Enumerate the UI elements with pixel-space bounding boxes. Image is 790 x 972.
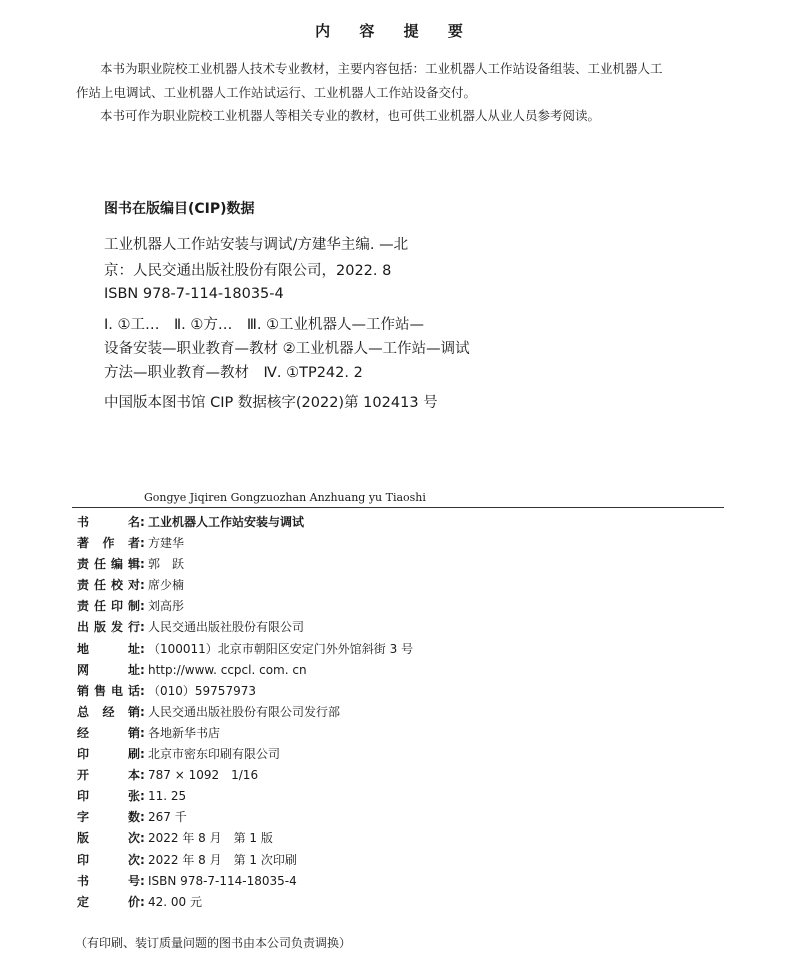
- colophon-row: 责任印制 : 刘高彤: [77, 596, 717, 617]
- colophon-value: 各地新华书店: [148, 725, 221, 740]
- colophon-value: 11. 25: [148, 789, 187, 804]
- colophon-row: 开本 : 787 × 1092 1/16: [77, 765, 717, 786]
- cip-line-2: 京：人民交通出版社股份有限公司，2022. 8: [104, 263, 392, 279]
- summary-paragraph-1-line-2: 作站上电调试、工业机器人工作站试运行、工业机器人工作站设备交付。: [76, 85, 477, 100]
- colophon-value: 42. 00 元: [148, 894, 202, 909]
- colophon-row: 责任编辑 : 郭 跃: [77, 554, 717, 575]
- colophon-row: 著作者 : 方建华: [77, 533, 717, 554]
- summary-paragraph-2: 本书可作为职业院校工业机器人等相关专业的教材，也可供工业机器人从业人员参考阅读。: [100, 108, 601, 123]
- summary-title: 内 容 提 要: [315, 22, 475, 40]
- colophon-value: （100011）北京市朝阳区安定门外外馆斜街 3 号: [148, 641, 414, 656]
- colophon-row: 印张 : 11. 25: [77, 786, 717, 807]
- colophon-label: 出版发行: [77, 620, 140, 635]
- cip-line-5: 设备安装—职业教育—教材 ②工业机器人—工作站—调试: [104, 341, 470, 357]
- colophon-row: 地址 : （100011）北京市朝阳区安定门外外馆斜街 3 号: [77, 639, 717, 660]
- colophon-label: 开本: [77, 768, 140, 783]
- colophon-label: 总经销: [77, 704, 140, 719]
- colophon-label: 书名: [77, 515, 140, 529]
- colophon-label: 书号: [77, 873, 140, 888]
- colophon-row: 印刷 : 北京市密东印刷有限公司: [77, 744, 717, 765]
- colophon-row: 总经销 : 人民交通出版社股份有限公司发行部: [77, 702, 717, 723]
- colophon-label: 责任编辑: [77, 557, 140, 572]
- colophon-row: 字数 : 267 千: [77, 807, 717, 828]
- colophon-value: ISBN 978-7-114-18035-4: [148, 873, 297, 888]
- colophon-value: （010）59757973: [148, 683, 256, 698]
- colophon-label: 责任印制: [77, 599, 140, 614]
- colophon-label: 销售电话: [77, 683, 140, 698]
- colophon-label: 地址: [77, 641, 140, 656]
- cip-line-1: 工业机器人工作站安装与调试/方建华主编. —北: [104, 237, 409, 253]
- colophon-value: 工业机器人工作站安装与调试: [148, 515, 305, 529]
- colophon-row: 网址 : http://www. ccpcl. com. cn: [77, 660, 717, 681]
- pinyin-title: Gongye Jiqiren Gongzuozhan Anzhuang yu Tiaoshi: [144, 491, 426, 504]
- cip-line-3: ISBN 978-7-114-18035-4: [104, 286, 284, 302]
- colophon-label: 版次: [77, 831, 140, 846]
- colophon-value: 北京市密东印刷有限公司: [148, 747, 281, 762]
- website-link[interactable]: http://www. ccpcl. com. cn: [148, 662, 307, 677]
- colophon-label: 字数: [77, 810, 140, 825]
- colophon-row: 定价 : 42. 00 元: [77, 892, 717, 913]
- colophon-row: 书号 : ISBN 978-7-114-18035-4: [77, 871, 717, 892]
- colophon-label: 著作者: [77, 536, 140, 551]
- colophon-value: 人民交通出版社股份有限公司: [148, 620, 305, 635]
- summary-paragraph-1-line-1: 本书为职业院校工业机器人技术专业教材，主要内容包括：工业机器人工作站设备组装、工业机器人工: [100, 61, 663, 76]
- colophon-value: 刘高彤: [148, 599, 185, 614]
- cip-heading: 图书在版编目(CIP)数据: [104, 201, 255, 217]
- colophon-value: 方建华: [148, 536, 185, 551]
- colophon-value: 郭 跃: [148, 557, 185, 572]
- colophon-value: 267 千: [148, 810, 187, 825]
- colophon-row: 出版发行 : 人民交通出版社股份有限公司: [77, 617, 717, 638]
- colophon-value: 席少楠: [148, 578, 185, 593]
- colophon-row: 版次 : 2022 年 8 月 第 1 版: [77, 828, 717, 849]
- colophon-row: 经销 : 各地新华书店: [77, 723, 717, 744]
- cip-line-7: 中国版本图书馆 CIP 数据核字(2022)第 102413 号: [104, 395, 438, 411]
- colophon-value: 787 × 1092 1/16: [148, 768, 259, 783]
- colophon-label: 印刷: [77, 747, 140, 762]
- colophon-value: 2022 年 8 月 第 1 次印刷: [148, 852, 297, 867]
- colophon-value: 人民交通出版社股份有限公司发行部: [148, 704, 341, 719]
- cip-line-4: Ⅰ. ①工… Ⅱ. ①方… Ⅲ. ①工业机器人—工作站—: [104, 317, 425, 333]
- colophon-value: 2022 年 8 月 第 1 版: [148, 831, 273, 846]
- colophon-label: 经销: [77, 725, 140, 740]
- colophon-row: 责任校对 : 席少楠: [77, 575, 717, 596]
- colophon-label: 印次: [77, 852, 140, 867]
- colophon-row: 书名 : 工业机器人工作站安装与调试: [77, 512, 717, 533]
- colophon-label: 定价: [77, 894, 140, 909]
- colophon-list: [77, 512, 717, 913]
- divider-rule: [72, 507, 724, 508]
- cip-line-6: 方法—职业教育—教材 Ⅳ. ①TP242. 2: [104, 365, 363, 381]
- quality-notice: （有印刷、装订质量问题的图书由本公司负责调换）: [75, 936, 352, 950]
- colophon-label: 责任校对: [77, 578, 140, 593]
- colophon-label: 网址: [77, 662, 140, 677]
- colophon-row: 销售电话 : （010）59757973: [77, 681, 717, 702]
- colophon-label: 印张: [77, 789, 140, 804]
- colophon-row: 印次 : 2022 年 8 月 第 1 次印刷: [77, 850, 717, 871]
